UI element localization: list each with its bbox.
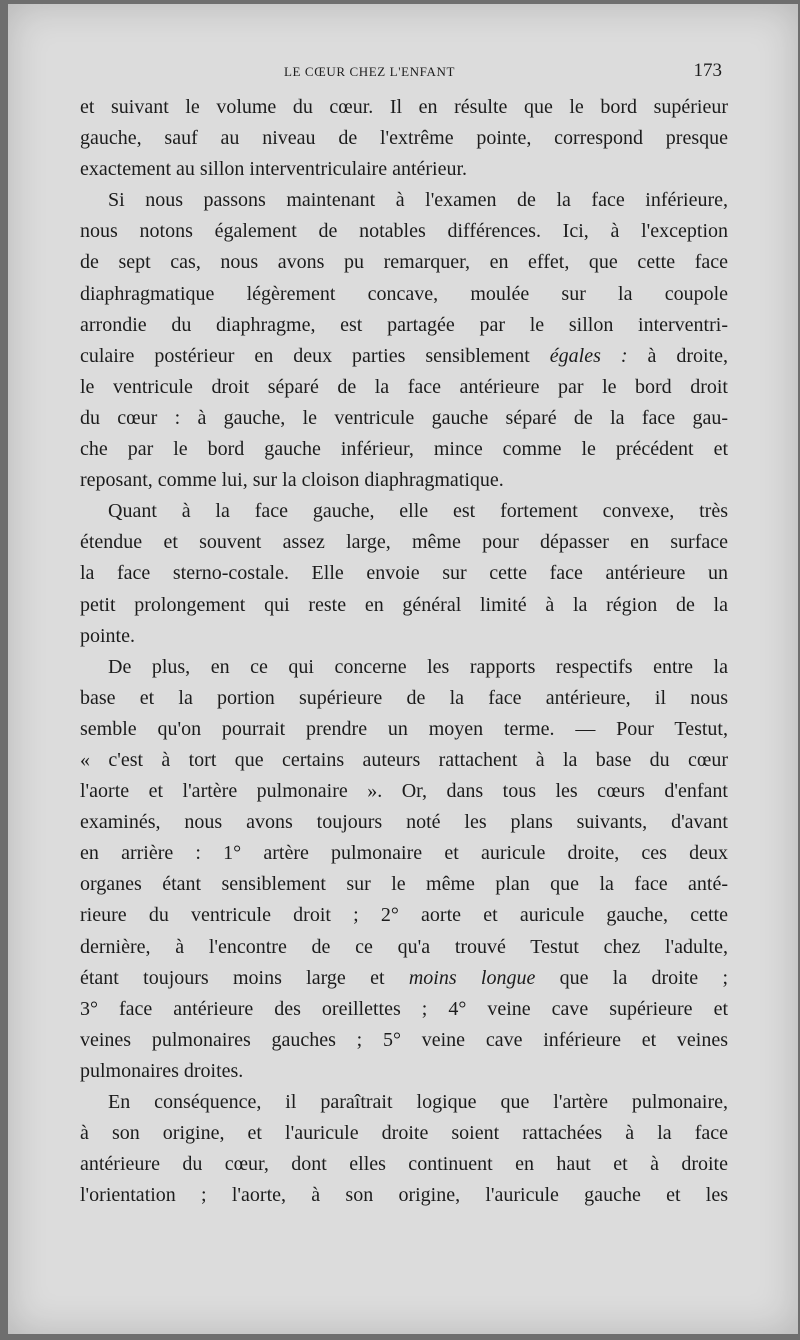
- text-line-part: culaire postérieur en deux parties sensiblement: [80, 344, 530, 367]
- text-line: [80, 185, 728, 216]
- text-line: [80, 527, 728, 558]
- text-line-part: dernière, à l'encontre de ce qu'a trouvé Testut chez l'adulte,: [80, 935, 728, 958]
- text-line: [80, 994, 728, 1025]
- text-line-part: 3° face antérieure des oreillettes ; 4° veine cave supérieure et: [80, 997, 728, 1020]
- page-header: [8, 62, 798, 92]
- text-line: [80, 1025, 728, 1056]
- text-line: [80, 154, 728, 185]
- text-line-part: reposant, comme lui, sur la cloison diaphragmatique.: [80, 469, 504, 492]
- emphasized-text: moins longue: [408, 966, 536, 989]
- text-line: [80, 247, 728, 278]
- text-line: [80, 1180, 728, 1211]
- text-line-part: En conséquence, il paraîtrait logique que l'artère pulmonaire,: [108, 1091, 728, 1113]
- text-line-part: arrondie du diaphragme, est partagée par le sillon interventri-: [80, 313, 728, 336]
- text-line-part: « c'est à tort que certains auteurs rattachent à la base du cœur: [80, 748, 728, 771]
- body-text: [80, 92, 728, 1211]
- text-line: [80, 932, 728, 963]
- text-line-part: l'orientation ; l'aorte, à son origine, l'auricule gauche et les: [80, 1184, 728, 1207]
- text-line-part: étant toujours moins large et: [80, 966, 385, 989]
- text-line-part: diaphragmatique légèrement concave, moulée sur la coupole: [80, 282, 728, 305]
- text-line-part: et suivant le volume du cœur. Il en résulte que le bord supérieur: [80, 96, 728, 118]
- text-line-part: le ventricule droit séparé de la face antérieure par le bord droit: [80, 375, 728, 398]
- text-line: [80, 869, 728, 900]
- text-line: [80, 745, 728, 776]
- text-line-part: de sept cas, nous avons pu remarquer, en effet, que cette face: [80, 251, 728, 274]
- text-line: [80, 652, 728, 683]
- text-line: [80, 341, 728, 372]
- text-line-part: exactement au sillon interventriculaire antérieur.: [80, 158, 468, 181]
- text-line: [80, 776, 728, 807]
- text-line: [80, 807, 728, 838]
- text-line: [80, 558, 728, 589]
- text-line: [80, 963, 728, 994]
- text-line: [80, 372, 728, 403]
- text-line: [80, 683, 728, 714]
- text-line-part: étendue et souvent assez large, même pour dépasser en surface: [80, 531, 728, 554]
- text-line-part: rieure du ventricule droit ; 2° aorte et auricule gauche, cette: [80, 904, 728, 927]
- text-line: [80, 92, 728, 123]
- text-line-part: veines pulmonaires gauches ; 5° veine cave inférieure et veines: [80, 1028, 728, 1051]
- text-line-part: che par le bord gauche inférieur, mince comme le précédent et: [80, 438, 728, 461]
- text-line-part: que la droite ;: [559, 966, 729, 989]
- text-line: [80, 216, 728, 247]
- text-line: [80, 123, 728, 154]
- text-line-part: Si nous passons maintenant à l'examen de la face inférieure,: [108, 189, 728, 212]
- text-line-part: pulmonaires droites.: [80, 1059, 244, 1082]
- text-line-part: petit prolongement qui reste en général limité à la région de la: [80, 593, 728, 616]
- text-line: [80, 496, 728, 527]
- text-line-part: examinés, nous avons toujours noté les plans suivants, d'avant: [80, 811, 728, 834]
- text-line: [80, 1118, 728, 1149]
- text-line: [80, 310, 728, 341]
- page-number: 173: [693, 60, 722, 81]
- text-line: [80, 900, 728, 931]
- running-title: LE CŒUR CHEZ L'ENFANT: [284, 64, 456, 79]
- text-line: [80, 403, 728, 434]
- text-line: [80, 838, 728, 869]
- text-line: [80, 621, 728, 652]
- text-line: [80, 1087, 728, 1118]
- text-line: [80, 1056, 728, 1087]
- text-line-part: pointe.: [80, 624, 135, 647]
- text-line-part: nous notons également de notables différences. Ici, à l'exception: [80, 220, 728, 243]
- book-page: [8, 4, 798, 1334]
- text-line-part: semble qu'on pourrait prendre un moyen terme. — Pour Testut,: [80, 717, 728, 740]
- text-line: [80, 1149, 728, 1180]
- text-line-part: en arrière : 1° artère pulmonaire et auricule droite, ces deux: [80, 842, 728, 865]
- text-line-part: la face sterno-costale. Elle envoie sur cette face antérieure un: [80, 562, 728, 585]
- text-line: [80, 465, 728, 496]
- text-line-part: De plus, en ce qui concerne les rapports respectifs entre la: [108, 655, 728, 678]
- emphasized-text: égales :: [549, 344, 628, 367]
- text-line-part: du cœur : à gauche, le ventricule gauche séparé de la face gau-: [80, 406, 728, 429]
- text-line: [80, 590, 728, 621]
- text-line: [80, 714, 728, 745]
- text-line-part: base et la portion supérieure de la face antérieure, il nous: [80, 686, 728, 709]
- text-line-part: gauche, sauf au niveau de l'extrême pointe, correspond presque: [80, 127, 728, 150]
- text-line-part: organes étant sensiblement sur le même plan que la face anté-: [80, 873, 728, 896]
- text-line-part: antérieure du cœur, dont elles continuent en haut et à droite: [80, 1153, 728, 1176]
- text-line: [80, 279, 728, 310]
- text-line-part: Quant à la face gauche, elle est fortement convexe, très: [108, 500, 728, 523]
- text-line-part: l'aorte et l'artère pulmonaire ». Or, dans tous les cœurs d'enfant: [80, 780, 728, 803]
- text-line: [80, 434, 728, 465]
- text-line-part: à droite,: [647, 344, 729, 367]
- text-line-part: à son origine, et l'auricule droite soient rattachées à la face: [80, 1122, 728, 1145]
